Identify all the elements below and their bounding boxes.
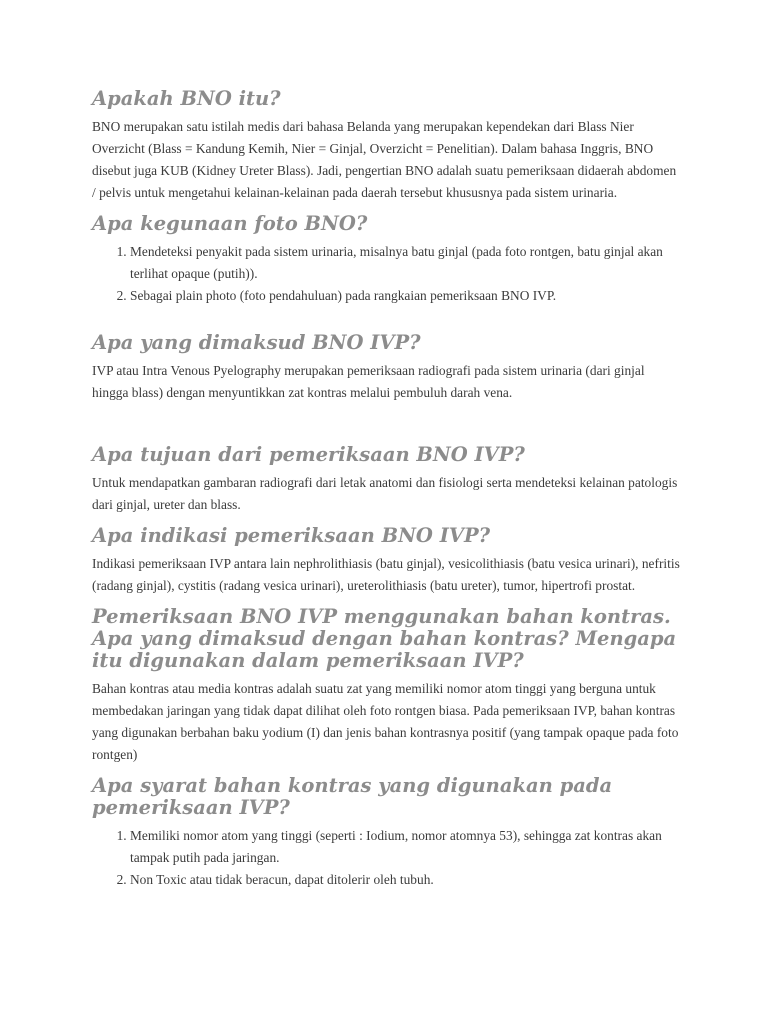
list-item: 2. Sebagai plain photo (foto pendahuluan) pada rangkaian pemeriksaan BNO IVP. [130, 285, 682, 307]
list-item: 1. Mendeteksi penyakit pada sistem urinaria, misalnya batu ginjal (pada foto rontgen, batu ginjal akan terlihat opaque (putih)). [130, 241, 682, 285]
section-contrast-material [92, 606, 682, 766]
numbered-list [92, 241, 682, 307]
section-heading: Pemeriksaan BNO IVP menggunakan bahan kontras. Apa yang dimaksud dengan bahan kontras? Mengapa itu digunakan dalam pemeriksaan IVP? [92, 605, 677, 672]
list-item: 1. Memiliki nomor atom yang tinggi (seperti : Iodium, nomor atomnya 53), sehingga zat kontras akan tampak putih pada jaringan. [130, 825, 682, 869]
section-heading: Apa kegunaan foto BNO? [92, 212, 368, 235]
section-heading: Apakah BNO itu? [92, 87, 281, 110]
section-heading: Apa tujuan dari pemeriksaan BNO IVP? [92, 443, 525, 466]
section-paragraph: BNO merupakan satu istilah medis dari bahasa Belanda yang merupakan kependekan dari Blass Nier Overzicht (Blass = Kandung Kemih, Nier = Ginjal, Overzicht = Penelitian). Dalam bahasa Inggris, BNO disebut juga KUB (Kidney Ureter Blass). Jadi, pengertian BNO adalah suatu pemeriksaan didaerah abdomen / pelvis untuk mengetahui kelainan-kelainan pada daerah tersebut khususnya pada sistem urinaria. [92, 119, 677, 200]
section-paragraph: IVP atau Intra Venous Pyelography merupakan pemeriksaan radiografi pada sistem urinaria (dari ginjal hingga blass) dengan menyuntikkan zat kontras melalui pembuluh darah vena. [92, 363, 645, 400]
section-bno-ivp-purpose [92, 444, 682, 516]
section-what-is-bno [92, 88, 682, 204]
section-bno-uses [92, 213, 682, 307]
document-page [92, 88, 682, 891]
list-item: 2. Non Toxic atau tidak beracun, dapat ditolerir oleh tubuh. [130, 869, 682, 891]
section-heading: Apa syarat bahan kontras yang digunakan pada pemeriksaan IVP? [92, 774, 613, 819]
section-paragraph: Indikasi pemeriksaan IVP antara lain nephrolithiasis (batu ginjal), vesicolithiasis (batu vesica urinari), nefritis (radang ginjal), cystitis (radang vesica urinari), ureterolithiasis (batu ureter), tumor, hipertrofi prostat. [92, 556, 680, 593]
section-what-is-bno-ivp [92, 332, 682, 404]
section-contrast-requirements [92, 775, 682, 891]
section-paragraph: Bahan kontras atau media kontras adalah suatu zat yang memiliki nomor atom tinggi yang berguna untuk membedakan jaringan yang tidak dapat dilihat oleh foto rontgen biasa. Pada pemeriksaan IVP, bahan kontras yang digunakan berbahan baku yodium (I) dan jenis bahan kontrasnya positif (yang tampak opaque pada foto rontgen) [92, 681, 679, 762]
section-heading: Apa indikasi pemeriksaan BNO IVP? [92, 524, 491, 547]
numbered-list [92, 825, 682, 891]
section-paragraph: Untuk mendapatkan gambaran radiografi dari letak anatomi dan fisiologi serta mendeteksi kelainan patologis dari ginjal, ureter dan blass. [92, 475, 678, 512]
section-heading: Apa yang dimaksud BNO IVP? [92, 331, 421, 354]
section-bno-ivp-indications [92, 525, 682, 597]
